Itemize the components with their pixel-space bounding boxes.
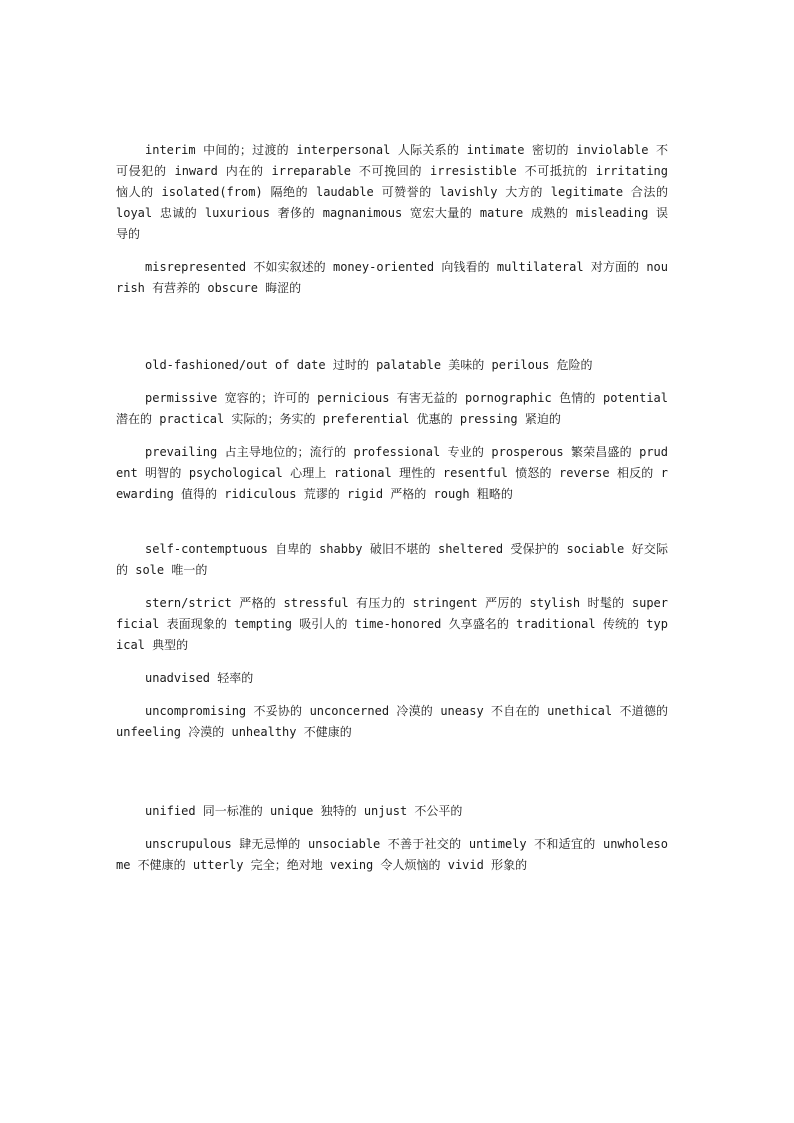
vocab-paragraph-1: interim 中间的；过渡的 interpersonal 人际关系的 intimate 密切的 inviolable 不可侵犯的 inward 内在的 irreparable 不可挽回的 irresistible 不可抵抗的 irritating 恼人的 isolated(from) 隔绝的 laudable 可赞誉的 lavishly 大方的 legitimate 合法的 loyal 忠诚的 luxurious 奢侈的 magnanimous 宽宏大量的 mature 成熟的 misleading 误导的 xyxy=(116,143,668,241)
blank-gap xyxy=(116,517,668,539)
vocab-paragraph-2: misrepresented 不如实叙述的 money-oriented 向钱看的 multilateral 对方面的 nourish 有营养的 obscure 晦涩的 xyxy=(116,260,668,295)
vocab-paragraph-10: unified 同一标准的 unique 独特的 unjust 不公平的 xyxy=(145,804,463,818)
vocab-paragraph-8: unadvised 轻率的 xyxy=(145,671,254,685)
vocabulary-text-body xyxy=(116,140,668,888)
blank-gap xyxy=(116,311,668,355)
vocab-paragraph-9: uncompromising 不妥协的 unconcerned 冷漠的 uneasy 不自在的 unethical 不道德的 unfeeling 冷漠的 unhealthy 不健康的 xyxy=(116,704,668,739)
vocab-paragraph-5: prevailing 占主导地位的；流行的 professional 专业的 prosperous 繁荣昌盛的 prudent 明智的 psychological 心理上 rational 理性的 resentful 愤怒的 reverse 相反的 rewarding 值得的 ridiculous 荒谬的 rigid 严格的 rough 粗略的 xyxy=(116,445,668,501)
vocab-paragraph-6: self-contemptuous 自卑的 shabby 破旧不堪的 sheltered 受保护的 sociable 好交际的 sole 唯一的 xyxy=(116,542,668,577)
vocab-paragraph-7: stern/strict 严格的 stressful 有压力的 stringent 严厉的 stylish 时髦的 superficial 表面现象的 tempting 吸引人的 time-honored 久享盛名的 traditional 传统的 typical 典型的 xyxy=(116,596,668,652)
vocab-paragraph-11: unscrupulous 肆无忌惮的 unsociable 不善于社交的 untimely 不和适宜的 unwholesome 不健康的 utterly 完全；绝对地 vexing 令人烦恼的 vivid 形象的 xyxy=(116,837,668,872)
vocab-paragraph-3: old-fashioned/out of date 过时的 palatable 美味的 perilous 危险的 xyxy=(145,358,593,372)
blank-gap xyxy=(116,755,668,801)
vocab-paragraph-4: permissive 宽容的；许可的 pernicious 有害无益的 pornographic 色情的 potential 潜在的 practical 实际的；务实的 preferential 优惠的 pressing 紧迫的 xyxy=(116,391,668,426)
